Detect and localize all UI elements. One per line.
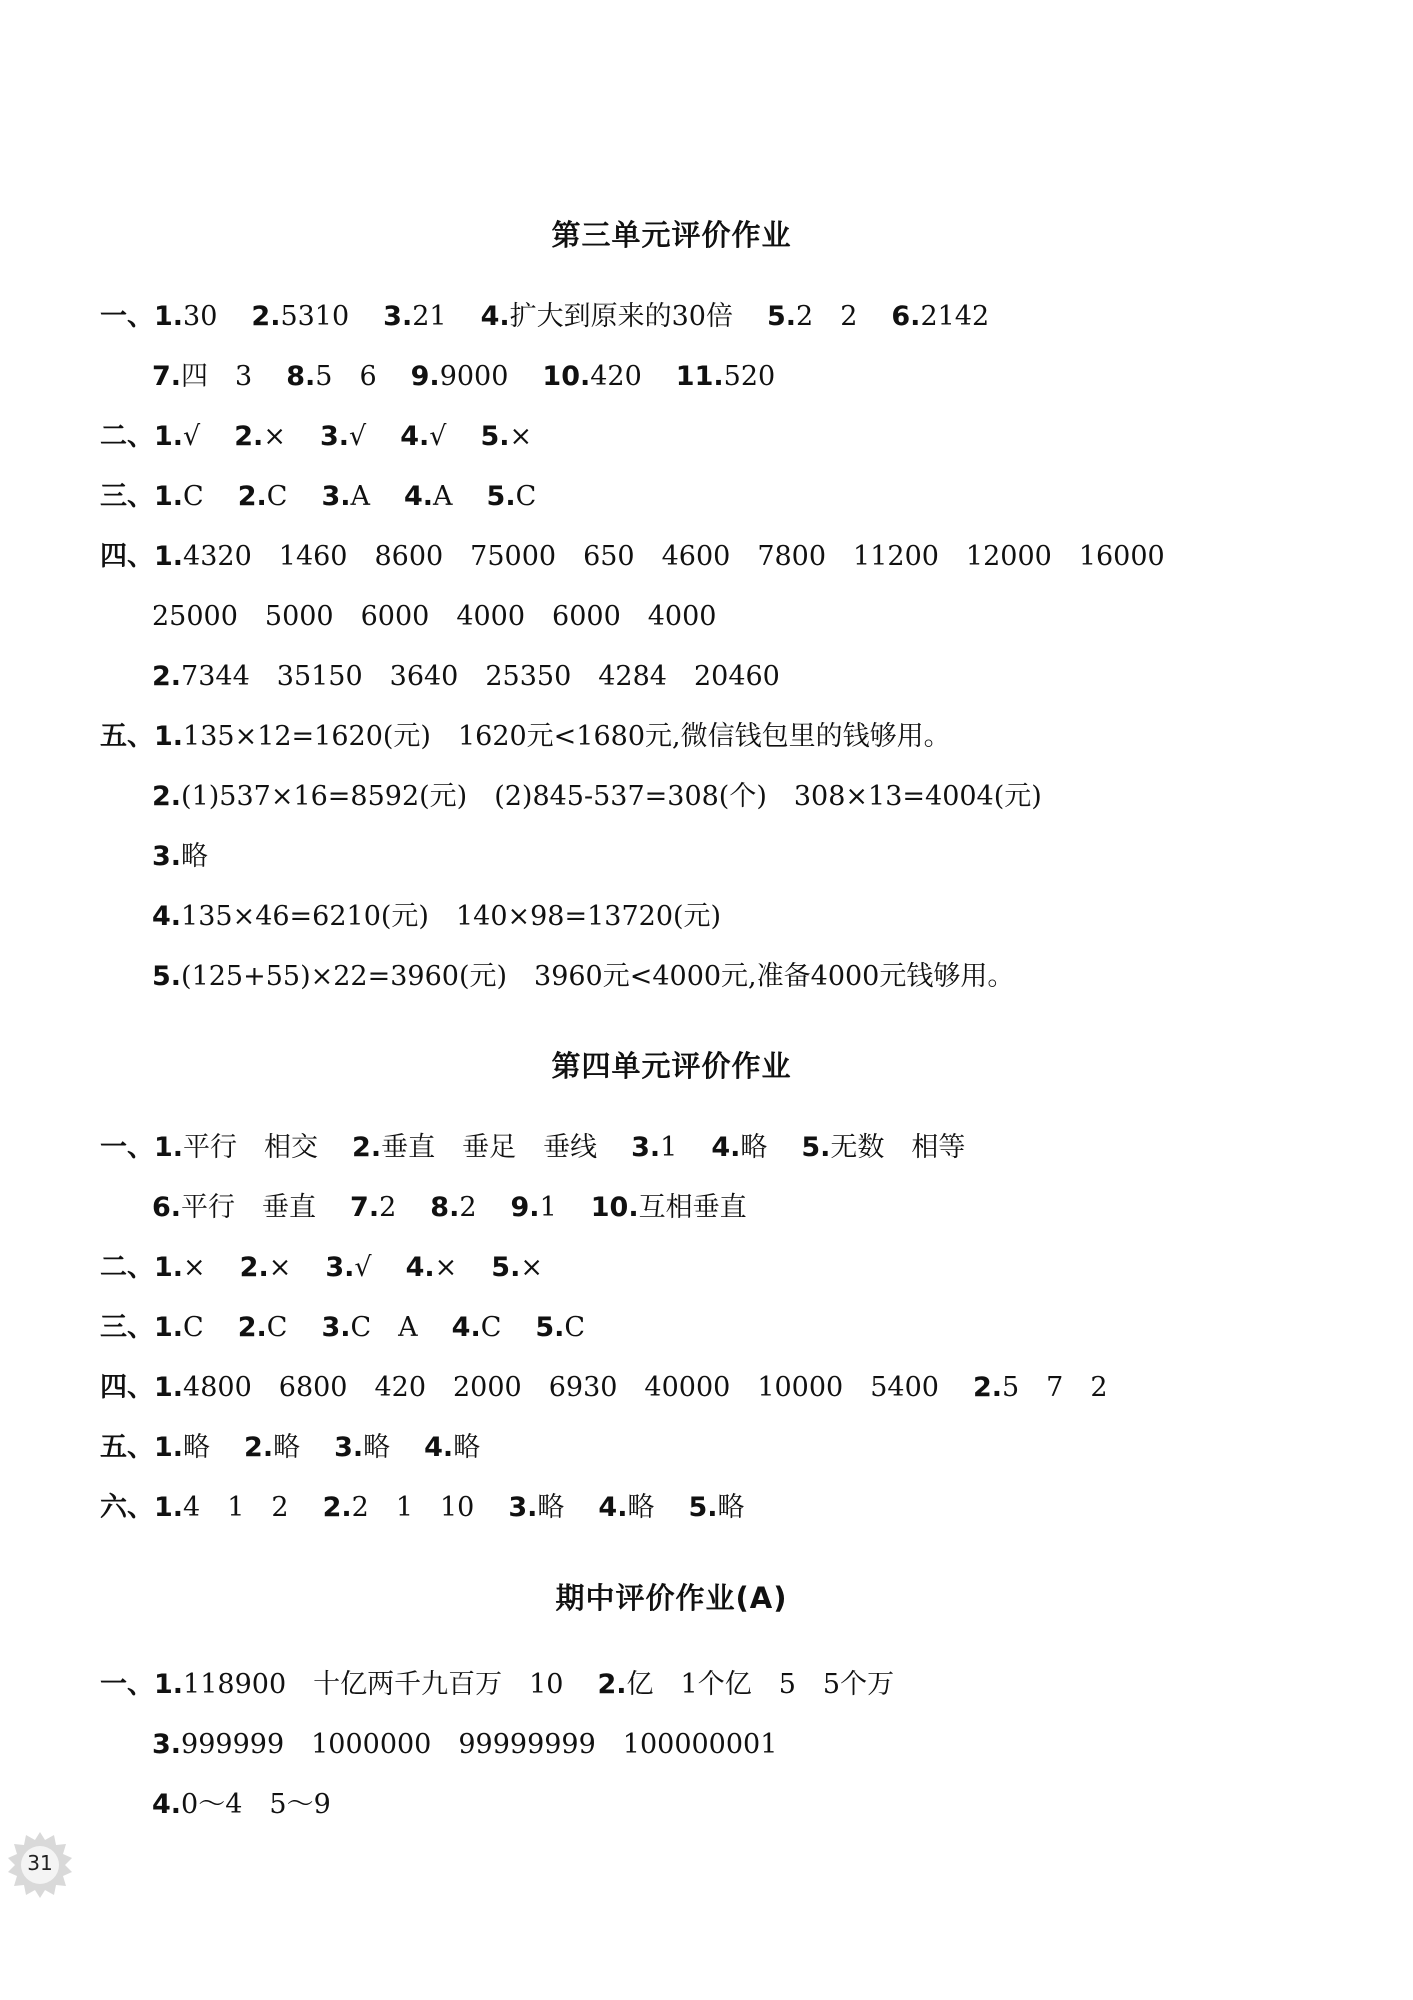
answer-value: 9000 [439,361,509,392]
answer-value: × [509,421,533,452]
answer-item [238,1311,288,1345]
question-number: 1. [154,1669,184,1700]
answer-value: 118900 十亿两千九百万 10 [183,1669,564,1700]
answer-item [430,1191,476,1225]
question-number: 1. [154,1312,184,1343]
answer-item [383,300,446,334]
answer-item [152,600,716,634]
answer-value: 垂直 垂足 垂线 [381,1132,598,1163]
answer-line [100,720,951,754]
question-number: 2. [237,481,267,512]
answer-item [452,1311,502,1345]
section-title-unit4: 第四单元评价作业 [551,1049,792,1083]
answer-value: C [480,1312,502,1343]
answer-value: 互相垂直 [638,1192,747,1223]
question-number: 3. [152,1729,182,1760]
answer-value: 30 [183,301,218,332]
question-number: 2. [244,1432,274,1463]
answer-item [406,1251,458,1285]
answer-value: 略 [627,1492,655,1523]
question-number: 2. [251,301,281,332]
answer-item [152,1191,316,1225]
answer-item [334,1431,390,1465]
answer-item [542,360,641,394]
answer-item [154,420,200,454]
answer-value: 2 [459,1192,477,1223]
question-number: 4. [480,301,510,332]
answer-line [100,540,1165,574]
question-number: 7. [350,1192,380,1223]
question-section-label: 一、 [100,1132,154,1163]
answer-item [154,480,204,514]
answer-value: A [350,481,370,512]
answer-value: 1 [539,1192,557,1223]
question-number: 5. [535,1312,565,1343]
answer-value: C [564,1312,586,1343]
answer-value: 亿 1个亿 5 5个万 [626,1669,895,1700]
answer-item [154,1251,206,1285]
answer-value: C [183,481,204,512]
question-number: 4. [451,1312,481,1343]
answer-value: 2 [379,1192,397,1223]
answer-item [352,1131,597,1165]
question-number: 3. [383,301,413,332]
question-section-label: 二、 [100,1252,154,1283]
answer-item [973,1371,1108,1405]
answer-item [286,360,376,394]
question-number: 3. [325,1252,355,1283]
answer-value: C A [350,1312,418,1343]
answer-line [152,900,721,934]
answer-line [100,1311,585,1345]
question-section-label: 一、 [100,1669,154,1700]
answer-value: 略 [740,1132,768,1163]
question-section-label: 三、 [100,1312,154,1343]
answer-value: 5310 [280,301,350,332]
answer-value: 21 [412,301,447,332]
answer-value: × [268,1252,292,1283]
answer-item [154,1371,939,1405]
question-number: 1. [154,1252,184,1283]
question-number: 2. [352,1132,382,1163]
answer-line [152,1728,777,1762]
answer-item [350,1191,396,1225]
answer-item [152,780,1042,814]
answer-value: × [183,1252,206,1283]
question-number: 2. [322,1492,352,1523]
question-number: 4. [152,1789,182,1820]
answer-value: 4800 6800 420 2000 6930 40000 10000 5400 [183,1372,939,1403]
answer-item [711,1131,767,1165]
question-number: 1. [154,1492,184,1523]
question-section-label: 一、 [100,301,154,332]
question-number: 2. [972,1372,1002,1403]
answer-item [154,540,1165,574]
question-number: 5. [491,1252,521,1283]
answer-item [631,1131,677,1165]
answer-item [152,960,1014,994]
answer-line [152,600,716,634]
question-number: 5. [688,1492,718,1523]
answer-value: C [266,481,288,512]
answer-line [152,660,780,694]
answer-line [100,1491,745,1525]
question-number: 4. [152,901,182,932]
question-number: 4. [424,1432,454,1463]
answer-value: × [263,421,286,452]
answer-value: (125+55)×22=3960(元) 3960元<4000元,准备4000元钱够用。 [181,961,1015,992]
answer-item [325,1251,371,1285]
answer-item [598,1491,654,1525]
answer-line [152,960,1014,994]
answer-item [154,1131,318,1165]
question-number: 5. [801,1132,831,1163]
answer-value: × [434,1252,458,1283]
answer-value: 略 [363,1432,391,1463]
question-section-label: 四、 [100,1372,154,1403]
answer-item [234,420,286,454]
answer-item [400,420,446,454]
answer-value: 4 1 2 [183,1492,289,1523]
answer-item [891,300,989,334]
question-number: 5. [766,301,797,332]
answer-value: × [520,1252,543,1283]
question-number: 1. [154,1132,184,1163]
question-number: 4. [598,1492,628,1523]
answer-item [154,1311,204,1345]
answer-item [404,480,453,514]
answer-value: 略 [273,1432,301,1463]
question-number: 6. [152,1192,182,1223]
answer-line [100,480,536,514]
answer-value: 2142 [920,301,990,332]
answer-line [152,1191,747,1225]
answer-value: 7344 35150 3640 25350 4284 20460 [181,661,780,692]
question-number: 4. [400,421,430,452]
answer-item [487,480,537,514]
answer-item [244,1431,300,1465]
answer-item [511,1191,557,1225]
section-title-unit3: 第三单元评价作业 [551,218,792,252]
answer-item [152,1788,331,1822]
answer-item [152,840,208,874]
question-number: 1. [154,1432,184,1463]
answer-item [676,360,775,394]
answer-item [491,1251,543,1285]
question-number: 1. [154,481,184,512]
answer-value: 25000 5000 6000 4000 6000 4000 [152,601,717,632]
answer-item [597,1668,894,1702]
answer-item [152,660,780,694]
answer-value: 无数 相等 [830,1132,966,1163]
question-number: 5. [152,961,182,992]
answer-item [154,1431,210,1465]
question-number: 2. [597,1669,627,1700]
answer-line [100,300,989,334]
question-number: 3. [631,1132,661,1163]
question-number: 4. [405,1252,435,1283]
answer-value: (1)537×16=8592(元) (2)845-537=308(个) 308×13=4004(元) [181,781,1042,812]
question-section-label: 五、 [100,1432,154,1463]
answer-item [152,360,252,394]
answer-line [100,1371,1108,1405]
answer-value: √ [354,1252,372,1283]
question-section-label: 三、 [100,481,154,512]
answer-value: 略 [183,1432,211,1463]
answer-line [152,360,775,394]
question-number: 3. [334,1432,364,1463]
answer-item [154,1491,289,1525]
question-number: 4. [403,481,434,512]
answer-item [154,300,217,334]
section-title-midterm-a: 期中评价作业(A) [555,1581,788,1615]
answer-item [535,1311,585,1345]
question-number: 8. [286,361,316,392]
answer-value: 2 1 10 [351,1492,475,1523]
answer-value: 5 7 2 [1001,1372,1108,1403]
answer-value: √ [429,421,447,452]
question-number: 10. [542,361,591,392]
question-number: 2. [152,661,182,692]
answer-value: C [515,481,537,512]
answer-item [321,1311,417,1345]
answer-value: 999999 1000000 99999999 100000001 [181,1729,778,1760]
answer-value: 5 6 [315,361,377,392]
question-number: 8. [430,1192,460,1223]
answer-line [100,1668,894,1702]
question-number: 2. [152,781,182,812]
question-number: 3. [321,1312,351,1343]
answer-item [767,300,857,334]
question-number: 3. [319,421,349,452]
answer-value: 420 [590,361,642,392]
question-number: 3. [152,841,182,872]
answer-item [591,1191,747,1225]
answer-value: 略 [453,1432,481,1463]
answer-item [240,1251,292,1285]
question-number: 9. [410,361,440,392]
answer-value: √ [183,421,201,452]
answer-item [424,1431,480,1465]
answer-value: 0～4 5～9 [181,1789,331,1820]
question-number: 1. [154,1372,184,1403]
answer-value: C [266,1312,288,1343]
answer-item [480,420,532,454]
answer-item [320,420,366,454]
answer-value: 1 [660,1132,678,1163]
answer-value: 520 [723,361,776,392]
question-section-label: 六、 [100,1492,154,1523]
answer-item [321,480,370,514]
answer-line [100,1431,480,1465]
question-number: 9. [510,1192,540,1223]
answer-value: 平行 垂直 [181,1192,317,1223]
question-number: 2. [239,1252,269,1283]
answer-item [411,360,509,394]
question-number: 10. [590,1192,639,1223]
answer-value: 扩大到原来的30倍 [509,301,733,332]
answer-value: 4320 1460 8600 75000 650 4600 7800 11200 12000 16000 [183,541,1165,572]
answer-value: 135×46=6210(元) 140×98=13720(元) [181,901,722,932]
question-number: 1. [154,541,184,572]
answer-value: 135×12=1620(元) 1620元<1680元,微信钱包里的钱够用。 [183,721,951,752]
question-section-label: 四、 [100,541,154,572]
answer-item [154,720,951,754]
answer-item [508,1491,564,1525]
page-number: 31 [27,1851,53,1875]
answer-value: A [433,481,453,512]
answer-item [323,1491,475,1525]
answer-value: 平行 相交 [183,1132,319,1163]
answer-line [152,780,1042,814]
question-number: 5. [486,481,516,512]
answer-value: 2 2 [796,301,858,332]
answer-line [100,1251,543,1285]
question-number: 5. [480,421,510,452]
answer-value: 略 [717,1492,745,1523]
answer-item [251,300,349,334]
question-section-label: 二、 [100,421,154,452]
answer-value: 略 [537,1492,565,1523]
question-number: 4. [711,1132,741,1163]
answer-line [100,420,532,454]
page-number-badge [4,1828,76,1900]
question-number: 1. [154,301,184,332]
answer-line [152,1788,331,1822]
question-number: 3. [321,481,351,512]
answer-item [152,900,721,934]
answer-item [154,1668,563,1702]
question-number: 2. [234,421,264,452]
question-section-label: 五、 [100,721,154,752]
answer-value: √ [348,421,367,452]
answer-item [688,1491,744,1525]
answer-item [801,1131,965,1165]
question-number: 6. [891,301,921,332]
question-number: 1. [154,721,184,752]
question-number: 7. [152,361,182,392]
question-number: 1. [154,421,184,452]
answer-item [481,300,733,334]
answer-item [152,1728,777,1762]
answer-line [100,1131,965,1165]
answer-value: 四 3 [181,361,253,392]
answer-item [238,480,288,514]
question-number: 2. [237,1312,267,1343]
question-number: 11. [675,361,724,392]
question-number: 3. [508,1492,538,1523]
answer-value: C [183,1312,204,1343]
answer-value: 略 [181,841,209,872]
answer-line [152,840,208,874]
